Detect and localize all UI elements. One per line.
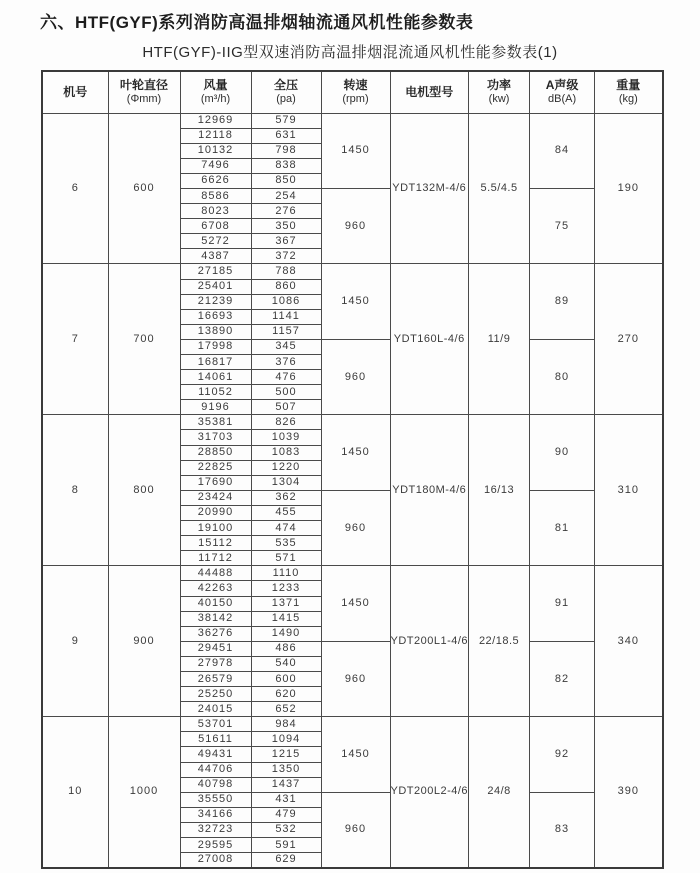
noise-cell: 84	[530, 113, 595, 188]
weight-cell: 340	[595, 566, 663, 717]
pressure-cell: 579	[251, 113, 321, 128]
pressure-cell: 367	[251, 234, 321, 249]
pressure-cell: 984	[251, 717, 321, 732]
table-row	[42, 566, 663, 581]
table-row	[42, 113, 663, 128]
rpm-cell: 960	[321, 641, 390, 716]
flow-cell: 42263	[180, 581, 251, 596]
flow-cell: 16817	[180, 355, 251, 370]
flow-cell: 32723	[180, 822, 251, 837]
pressure-cell: 540	[251, 656, 321, 671]
rpm-cell: 1450	[321, 415, 390, 490]
pressure-cell: 838	[251, 158, 321, 173]
flow-cell: 11712	[180, 551, 251, 566]
pressure-cell: 1437	[251, 777, 321, 792]
pressure-cell: 1304	[251, 475, 321, 490]
flow-cell: 4387	[180, 249, 251, 264]
pressure-cell: 600	[251, 671, 321, 686]
header-row	[42, 71, 663, 113]
flow-cell: 8023	[180, 204, 251, 219]
pressure-cell: 474	[251, 521, 321, 536]
table-row	[42, 717, 663, 732]
pressure-cell: 476	[251, 370, 321, 385]
motor-model-cell: YDT200L2-4/6	[390, 717, 469, 868]
pressure-cell: 350	[251, 219, 321, 234]
flow-cell: 25401	[180, 279, 251, 294]
pressure-cell: 788	[251, 264, 321, 279]
flow-cell: 16693	[180, 309, 251, 324]
flow-cell: 5272	[180, 234, 251, 249]
pressure-cell: 345	[251, 339, 321, 354]
pressure-cell: 631	[251, 128, 321, 143]
rpm-cell: 960	[321, 339, 390, 414]
flow-cell: 14061	[180, 370, 251, 385]
weight-cell: 390	[595, 717, 663, 868]
flow-cell: 6626	[180, 173, 251, 188]
pressure-cell: 276	[251, 204, 321, 219]
flow-cell: 17690	[180, 475, 251, 490]
pressure-cell: 1157	[251, 324, 321, 339]
column-header: 风量 (m³/h)	[180, 71, 251, 113]
flow-cell: 44706	[180, 762, 251, 777]
pressure-cell: 652	[251, 702, 321, 717]
machine-no-cell: 7	[42, 264, 108, 415]
weight-cell: 270	[595, 264, 663, 415]
flow-cell: 26579	[180, 671, 251, 686]
table-header	[42, 71, 663, 113]
power-cell: 24/8	[469, 717, 530, 868]
pressure-cell: 431	[251, 792, 321, 807]
flow-cell: 7496	[180, 158, 251, 173]
pressure-cell: 826	[251, 415, 321, 430]
flow-cell: 12969	[180, 113, 251, 128]
flow-cell: 6708	[180, 219, 251, 234]
column-header: 电机型号	[390, 71, 469, 113]
flow-cell: 49431	[180, 747, 251, 762]
rpm-cell: 960	[321, 490, 390, 565]
flow-cell: 12118	[180, 128, 251, 143]
flow-cell: 27978	[180, 656, 251, 671]
noise-cell: 92	[530, 717, 595, 792]
machine-no-cell: 8	[42, 415, 108, 566]
power-cell: 16/13	[469, 415, 530, 566]
pressure-cell: 1371	[251, 596, 321, 611]
table-container	[41, 70, 664, 869]
flow-cell: 20990	[180, 505, 251, 520]
pressure-cell: 362	[251, 490, 321, 505]
flow-cell: 35381	[180, 415, 251, 430]
flow-cell: 29451	[180, 641, 251, 656]
noise-cell: 89	[530, 264, 595, 339]
table-row	[42, 415, 663, 430]
pressure-cell: 1039	[251, 430, 321, 445]
pressure-cell: 620	[251, 687, 321, 702]
flow-cell: 38142	[180, 611, 251, 626]
pressure-cell: 1233	[251, 581, 321, 596]
weight-cell: 310	[595, 415, 663, 566]
power-cell: 5.5/4.5	[469, 113, 530, 264]
flow-cell: 53701	[180, 717, 251, 732]
power-cell: 11/9	[469, 264, 530, 415]
pressure-cell: 850	[251, 173, 321, 188]
page-title: 六、HTF(GYF)系列消防高温排烟轴流通风机性能参数表	[40, 13, 474, 32]
flow-cell: 15112	[180, 536, 251, 551]
noise-cell: 83	[530, 792, 595, 867]
column-header: 功率 (kw)	[469, 71, 530, 113]
pressure-cell: 629	[251, 853, 321, 868]
column-header: A声级 dB(A)	[530, 71, 595, 113]
pressure-cell: 860	[251, 279, 321, 294]
pressure-cell: 1141	[251, 309, 321, 324]
flow-cell: 17998	[180, 339, 251, 354]
pressure-cell: 1350	[251, 762, 321, 777]
rpm-cell: 1450	[321, 113, 390, 188]
pressure-cell: 1110	[251, 566, 321, 581]
weight-cell: 190	[595, 113, 663, 264]
flow-cell: 34166	[180, 807, 251, 822]
column-header: 全压 (pa)	[251, 71, 321, 113]
flow-cell: 10132	[180, 143, 251, 158]
column-header: 机号	[42, 71, 108, 113]
rpm-cell: 1450	[321, 717, 390, 792]
diameter-cell: 900	[108, 566, 180, 717]
pressure-cell: 1490	[251, 626, 321, 641]
flow-cell: 13890	[180, 324, 251, 339]
flow-cell: 22825	[180, 460, 251, 475]
flow-cell: 27185	[180, 264, 251, 279]
pressure-cell: 532	[251, 822, 321, 837]
rpm-cell: 960	[321, 188, 390, 263]
flow-cell: 21239	[180, 294, 251, 309]
pressure-cell: 455	[251, 505, 321, 520]
table-body	[42, 113, 663, 868]
column-header: 转速 (rpm)	[321, 71, 390, 113]
pressure-cell: 1220	[251, 460, 321, 475]
flow-cell: 11052	[180, 385, 251, 400]
pressure-cell: 507	[251, 400, 321, 415]
flow-cell: 36276	[180, 626, 251, 641]
noise-cell: 91	[530, 566, 595, 641]
flow-cell: 40150	[180, 596, 251, 611]
noise-cell: 80	[530, 339, 595, 414]
column-header: 叶轮直径 (Φmm)	[108, 71, 180, 113]
flow-cell: 35550	[180, 792, 251, 807]
pressure-cell: 372	[251, 249, 321, 264]
pressure-cell: 500	[251, 385, 321, 400]
flow-cell: 9196	[180, 400, 251, 415]
machine-no-cell: 9	[42, 566, 108, 717]
pressure-cell: 479	[251, 807, 321, 822]
noise-cell: 82	[530, 641, 595, 716]
performance-table	[41, 70, 664, 869]
pressure-cell: 1415	[251, 611, 321, 626]
flow-cell: 44488	[180, 566, 251, 581]
pressure-cell: 254	[251, 188, 321, 203]
machine-no-cell: 6	[42, 113, 108, 264]
machine-no-cell: 10	[42, 717, 108, 868]
rpm-cell: 1450	[321, 566, 390, 641]
noise-cell: 90	[530, 415, 595, 490]
flow-cell: 27008	[180, 853, 251, 868]
flow-cell: 51611	[180, 732, 251, 747]
pressure-cell: 486	[251, 641, 321, 656]
pressure-cell: 535	[251, 536, 321, 551]
flow-cell: 40798	[180, 777, 251, 792]
table-row	[42, 264, 663, 279]
flow-cell: 31703	[180, 430, 251, 445]
noise-cell: 81	[530, 490, 595, 565]
pressure-cell: 1086	[251, 294, 321, 309]
flow-cell: 24015	[180, 702, 251, 717]
flow-cell: 8586	[180, 188, 251, 203]
pressure-cell: 798	[251, 143, 321, 158]
diameter-cell: 700	[108, 264, 180, 415]
table-subtitle: HTF(GYF)-IIG型双速消防高温排烟混流通风机性能参数表(1)	[142, 44, 558, 61]
pressure-cell: 1083	[251, 445, 321, 460]
flow-cell: 19100	[180, 521, 251, 536]
power-cell: 22/18.5	[469, 566, 530, 717]
pressure-cell: 571	[251, 551, 321, 566]
pressure-cell: 591	[251, 838, 321, 853]
diameter-cell: 600	[108, 113, 180, 264]
motor-model-cell: YDT200L1-4/6	[390, 566, 469, 717]
rpm-cell: 960	[321, 792, 390, 867]
motor-model-cell: YDT160L-4/6	[390, 264, 469, 415]
flow-cell: 28850	[180, 445, 251, 460]
motor-model-cell: YDT132M-4/6	[390, 113, 469, 264]
pressure-cell: 1215	[251, 747, 321, 762]
flow-cell: 25250	[180, 687, 251, 702]
rpm-cell: 1450	[321, 264, 390, 339]
noise-cell: 75	[530, 188, 595, 263]
pressure-cell: 376	[251, 355, 321, 370]
column-header: 重量 (kg)	[595, 71, 663, 113]
flow-cell: 23424	[180, 490, 251, 505]
flow-cell: 29595	[180, 838, 251, 853]
diameter-cell: 800	[108, 415, 180, 566]
diameter-cell: 1000	[108, 717, 180, 868]
motor-model-cell: YDT180M-4/6	[390, 415, 469, 566]
pressure-cell: 1094	[251, 732, 321, 747]
